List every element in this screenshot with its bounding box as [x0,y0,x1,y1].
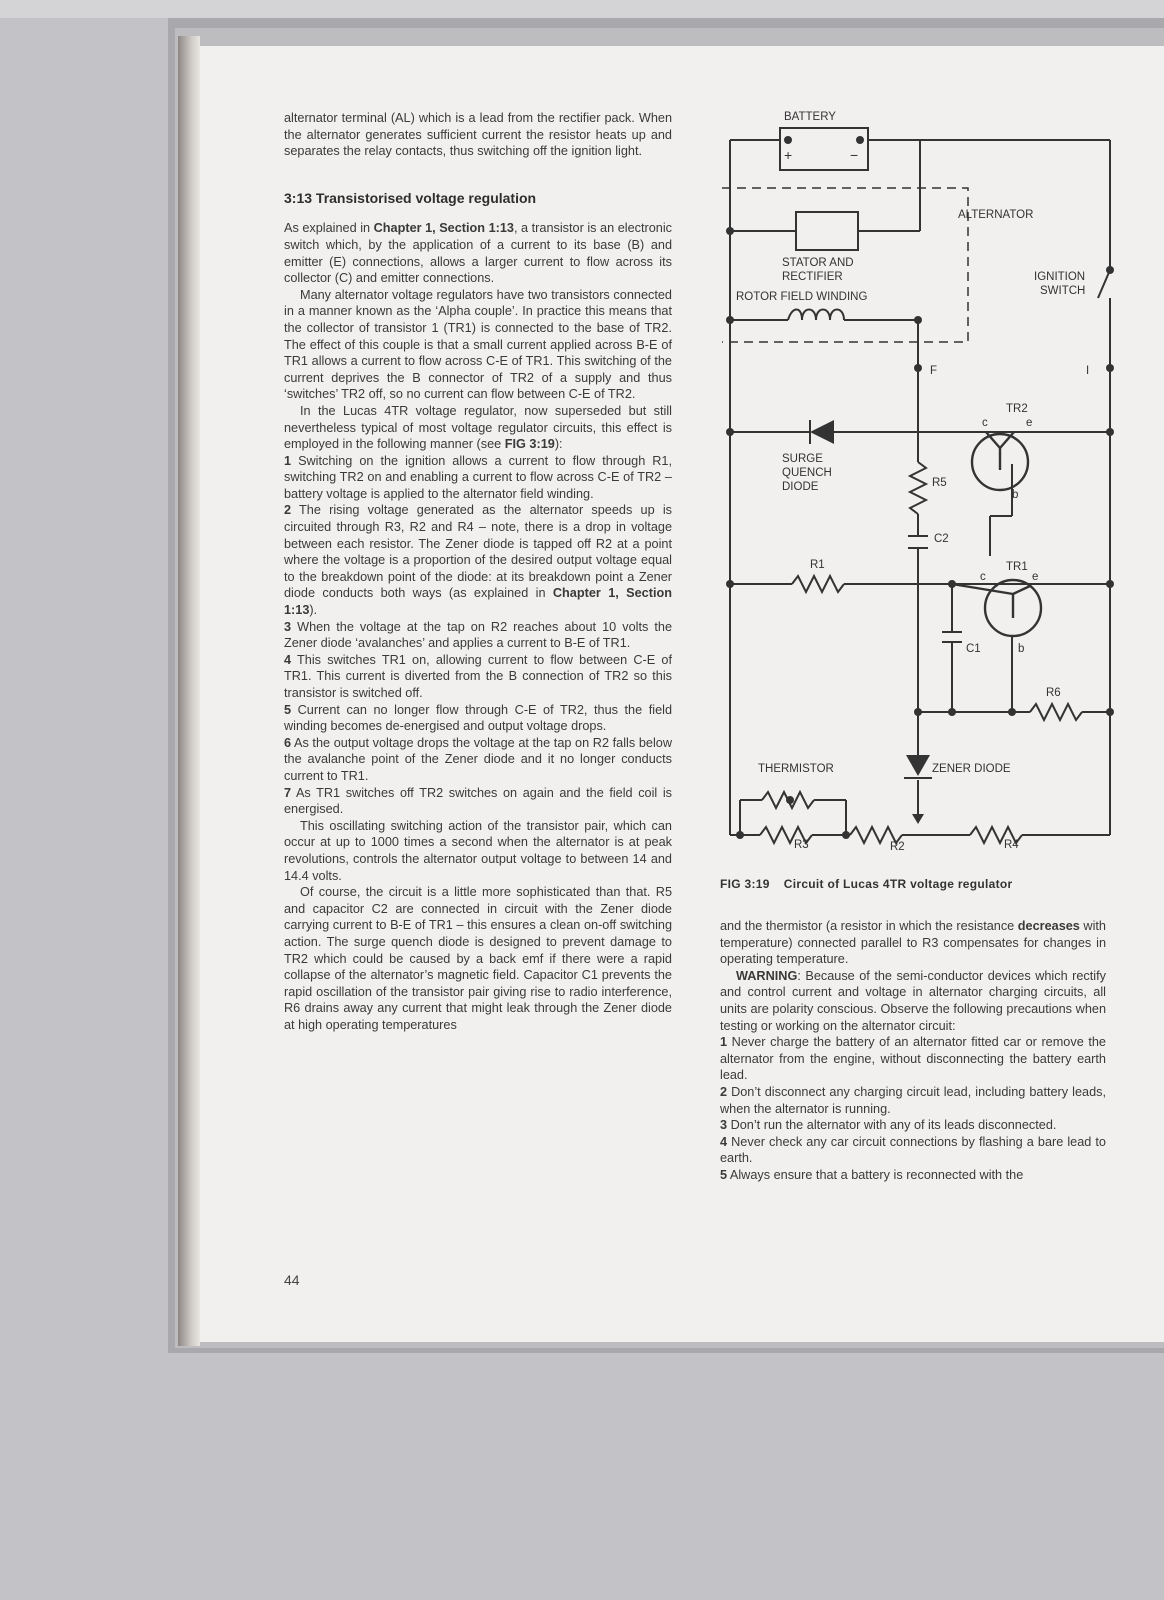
section-heading: 3:13 Transistorised voltage regulation [284,189,537,206]
list-item: 4 This switches TR1 on, allowing current to flow between C-E of TR1. This current is diverted from the B connection of TR2 so this transistor is switched off. [284,652,672,700]
zener-label: ZENER DIODE [932,763,1011,775]
svg-text:−: − [850,147,859,163]
paragraph-thermistor: and the thermistor (a resistor in which the resistance decreases with temperature) connected parallel to R3 compensates for changes in operating temperature. [720,919,1106,967]
tr1-label: TR1 [1006,561,1028,573]
svg-text:R2: R2 [890,841,905,853]
figure-reference: FIG 3:19 [504,437,555,452]
rotor-winding-symbol [788,310,844,321]
list-item: 1 Never charge the battery of an alternator fitted car or remove the alternator from the engine, without disconnecting the battery earth lead. [720,1035,1106,1083]
chapter-reference: Chapter 1, Section 1:13 [373,221,514,236]
paragraph-5: Of course, the circuit is a little more sophisticated than that. R5 and capacitor C2 are connected in circuit with the Zener diode carrying current to B-E of TR1 – this ensures a clean on-off switching action. The surge quench diode is designed to prevent damage to TR2 which could be caused by a back emf if there were a rapid collapse of the alternator’s magnetic field. Capacitor C1 prevents the rapid oscillation of the transistor pair giving rise to radio interference, R6 drains away any current that might leak through the Zener diode at high operating temperatures [284,885,672,1032]
rotor-label: ROTOR FIELD WINDING [736,291,868,303]
list-item: 3 Don’t run the alternator with any of its leads disconnected. [720,1118,1057,1133]
svg-text:c: c [982,417,988,429]
list-item: 2 Don’t disconnect any charging circuit lead, including battery leads, when the alternator is running. [720,1084,1107,1116]
thermistor-label: THERMISTOR [758,763,834,775]
book-spine [178,36,200,1346]
svg-text:SWITCH: SWITCH [1040,285,1086,297]
list-item: 5 Always ensure that a battery is reconnected with the [720,1167,1024,1182]
svg-text:R1: R1 [810,559,825,571]
scan-background [0,0,1164,18]
svg-text:DIODE: DIODE [782,481,819,493]
page-number: 44 [284,1272,300,1288]
svg-text:R5: R5 [932,477,947,489]
svg-text:IGNITION: IGNITION [1034,271,1086,283]
svg-text:e: e [1026,417,1033,429]
list-item: 6 As the output voltage drops the voltage at the tap on R2 falls below the avalanche point of the Zener diode and it no longer conducts current to TR1. [284,735,672,783]
svg-text:SURGE: SURGE [782,453,823,465]
svg-text:b: b [1018,643,1025,655]
figure-caption: FIG 3:19 Circuit of Lucas 4TR voltage regulator [720,877,1013,891]
list-item: 1 Switching on the ignition allows a current to flow through R1, switching TR2 on and enabling a current to flow across C-E of TR2 – battery voltage is applied to the alternator field winding. [284,453,672,501]
paragraph-2: Many alternator voltage regulators have two transistors connected in a manner known as the ‘Alpha couple’. In practice this means that the collector of transistor 1 (TR1) is connected to the base of TR2. The effect of this couple is that a small current applied across B-E of TR1 allows a current to flow across C-E of TR1. This switching of the current deprives the B connector of TR2 of a supply and thus ‘switches’ TR2 off, so no current can flow between C-E of TR2. [284,287,672,402]
list-item: 4 Never check any car circuit connections by flashing a bare lead to earth. [720,1134,1106,1166]
battery-label: BATTERY [784,111,836,123]
list-item: 5 Current can no longer flow through C-E of TR2, thus the field winding becomes de-energised and output voltage drops. [284,702,672,734]
zener-diode-symbol [906,755,930,776]
svg-text:C2: C2 [934,533,949,545]
ignition-switch-symbol [1098,270,1110,298]
svg-text:QUENCH: QUENCH [782,467,832,479]
intro-paragraph: alternator terminal (AL) which is a lead from the rectifier pack. When the alternator generates sufficient current the resistor heats up and separates the relay contacts, thus switching off the ignition light. [284,111,672,159]
circuit-diagram [700,100,1120,860]
svg-text:I: I [1086,365,1090,377]
svg-text:b: b [1012,489,1019,501]
paragraph-1: As explained in Chapter 1, Section 1:13, a transistor is an electronic switch which, by the application of a current to its base (B) and emitter (E) connections, allows a larger current to flow across its collector (C) and emitter connections. [284,221,673,286]
paragraph-3: In the Lucas 4TR voltage regulator, now superseded but still nevertheless typical of most voltage regulator circuits, this effect is employed in the following manner (see FIG 3:19): [284,403,672,452]
svg-text:RECTIFIER: RECTIFIER [782,271,843,283]
list-item: 3 When the voltage at the tap on R2 reaches about 10 volts the Zener diode ‘avalanches’ and applies a current to B-E of TR1. [284,619,672,651]
svg-text:R4: R4 [1004,839,1019,851]
stator-rectifier-block [796,212,858,250]
left-text-column [284,110,672,1033]
warning-label: WARNING [736,968,798,983]
svg-text:C1: C1 [966,643,981,655]
warning-paragraph: WARNING: Because of the semi-conductor devices which rectify and control current and voltage in alternator charging circuits, all units are polarity conscious. Observe the following precautions when testing or working on the alternator circuit: [720,968,1106,1033]
svg-text:STATOR AND: STATOR AND [782,257,854,269]
svg-text:+: + [784,147,793,163]
svg-text:R6: R6 [1046,687,1061,699]
alternator-label: ALTERNATOR [958,209,1034,221]
list-item: 7 As TR1 switches off TR2 switches on again and the field coil is energised. [284,785,673,817]
list-item: 2 The rising voltage generated as the alternator speeds up is circuited through R3, R2 and R4 – note, there is a drop in voltage between each resistor. The Zener diode is tapped off R2 at a point where the voltage is a proportion of the desired output voltage equal to the breakdown point of the diode: at its breakdown point a Zener diode conducts both ways (as explained in Chapter 1, Section 1:13). [284,503,672,618]
paragraph-4: This oscillating switching action of the transistor pair, which can occur at up to 1000 times a second when the alternator is at peak revolutions, controls the alternator output voltage to between 14 and 14.4 volts. [284,818,672,883]
surge-diode-symbol [810,420,834,444]
svg-text:R3: R3 [794,839,809,851]
svg-text:c: c [980,571,986,583]
svg-text:e: e [1032,571,1039,583]
svg-text:F: F [930,365,938,377]
right-text-column [720,918,1106,1184]
tr2-label: TR2 [1006,403,1028,415]
